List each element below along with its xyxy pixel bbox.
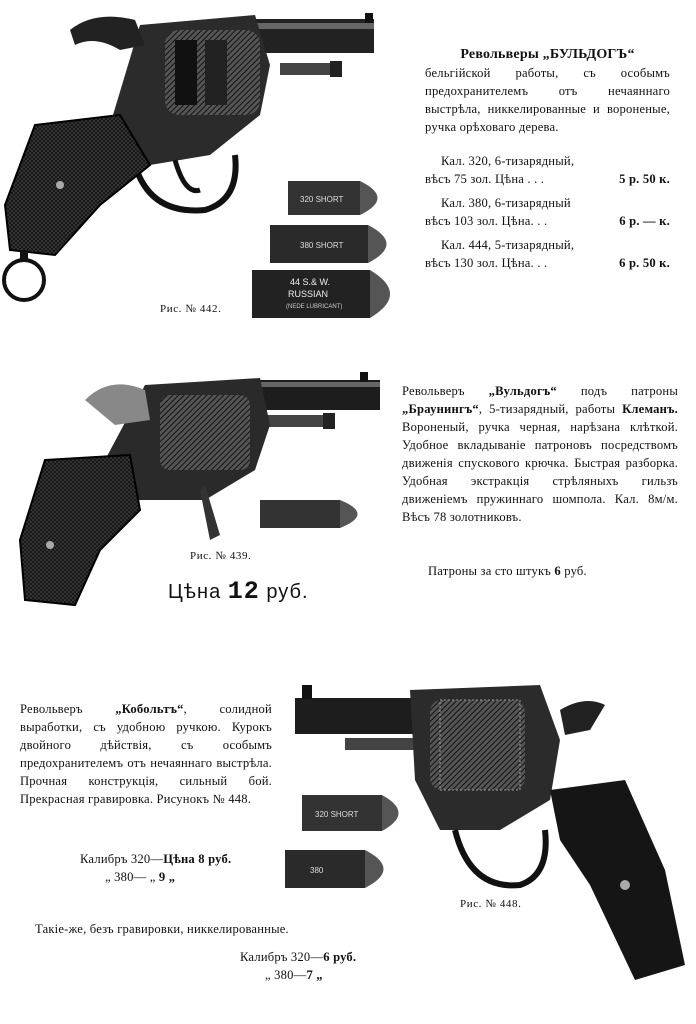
figure-caption-439: Рис. № 439. <box>190 550 252 562</box>
price-cal-380: 6 р. — к. <box>619 214 670 228</box>
svg-text:380 SHORT: 380 SHORT <box>300 241 344 250</box>
figure-caption-442: Рис. № 442. <box>160 303 222 315</box>
svg-text:380: 380 <box>310 866 324 875</box>
cartridge-brand: „Браунингъ“ <box>402 402 479 416</box>
option-cal-320: Кал. 320, 6-тизарядный, вѣсъ 75 зол. Цѣна . . . 5 р. 50 к. <box>425 154 670 186</box>
price-cal-444: 6 р. 50 к. <box>619 256 670 270</box>
kobolt-plain-price-320: Калибръ 320—6 руб. <box>240 950 357 964</box>
section3-description: Револьверъ „Кобольтъ“, солидной выработки, съ удобною ручкою. Курокъ двойного дѣйствія, съ особымъ предохранителемъ отъ нечаяннаго выстрѣла. Прочная конструкція, сильный бой. Прекрасная гравировка. Рисунокъ № 448. <box>20 702 272 806</box>
section1-price-list <box>425 152 670 272</box>
cartridge-380-icon <box>270 225 387 263</box>
section1-description <box>425 46 670 136</box>
section2-description: Револьверъ „Вульдогъ“ подъ патроны „Браунингъ“, 5-тизарядный, работы Клеманъ. Вороненый, ручка черная, нарѣзана клѣткой. Удобное вкладываніе патроновъ посредствомъ движенія спускового крючка. Быстрая разборка. Удобная экстракція стрѣляныхъ гильзъ движеніемъ пружиннаго шомпола. Кал. 8м/м. Вѣсъ 78 золотниковъ. <box>402 384 678 524</box>
kobolt-price-380: „ 380— „ 9 „ <box>105 870 176 884</box>
product-name-kobolt: „Кобольтъ“ <box>115 702 184 716</box>
cartridge-kobolt-380-icon <box>285 850 384 888</box>
section3-note: Такіе-же, безъ гравировки, никкелированные. <box>35 922 289 936</box>
section1-desc: бельгійской работы, съ особымъ предохранителемъ отъ нечаяннаго выстрѣла, никкелированные и вороненые, ручка орѣховаго дерева. <box>425 66 670 134</box>
section1-title: Револьверы „БУЛЬДОГЪ“ <box>460 47 635 62</box>
svg-text:320 SHORT: 320 SHORT <box>300 195 344 204</box>
price-12: 12 <box>227 577 260 606</box>
svg-text:320 SHORT: 320 SHORT <box>315 810 359 819</box>
cartridge-44-icon <box>252 270 390 318</box>
svg-text:(NEDE LUBRICANT): (NEDE LUBRICANT) <box>286 304 343 310</box>
svg-text:RUSSIAN: RUSSIAN <box>288 289 329 299</box>
kobolt-plain-price-380: „ 380—7 „ <box>265 968 323 982</box>
figure-caption-448: Рис. № 448. <box>460 898 522 910</box>
option-cal-444: Кал. 444, 5-тизарядный, вѣсъ 130 зол. Цѣна. . . 6 р. 50 к. <box>425 238 670 270</box>
ammo-price: 6 <box>554 564 561 578</box>
section2-main-price: Цѣна 12 руб. <box>168 577 309 606</box>
svg-text:44 S.& W.: 44 S.& W. <box>290 277 331 287</box>
maker-name: Клеманъ. <box>622 402 678 416</box>
ammo-price-line: Патроны за сто штукъ 6 руб. <box>428 564 587 578</box>
cartridge-browning-icon <box>260 500 358 528</box>
price-cal-320: 5 р. 50 к. <box>619 172 670 186</box>
product-name-bulldog: „Вульдогъ“ <box>488 384 557 398</box>
cartridge-320-icon <box>288 181 378 215</box>
cartridge-kobolt-320-icon <box>302 795 399 831</box>
option-cal-380: Кал. 380, 6-тизарядный вѣсъ 103 зол. Цѣна. . . 6 р. — к. <box>425 196 670 228</box>
kobolt-price-320: Калибръ 320—Цѣна 8 руб. <box>80 852 232 866</box>
